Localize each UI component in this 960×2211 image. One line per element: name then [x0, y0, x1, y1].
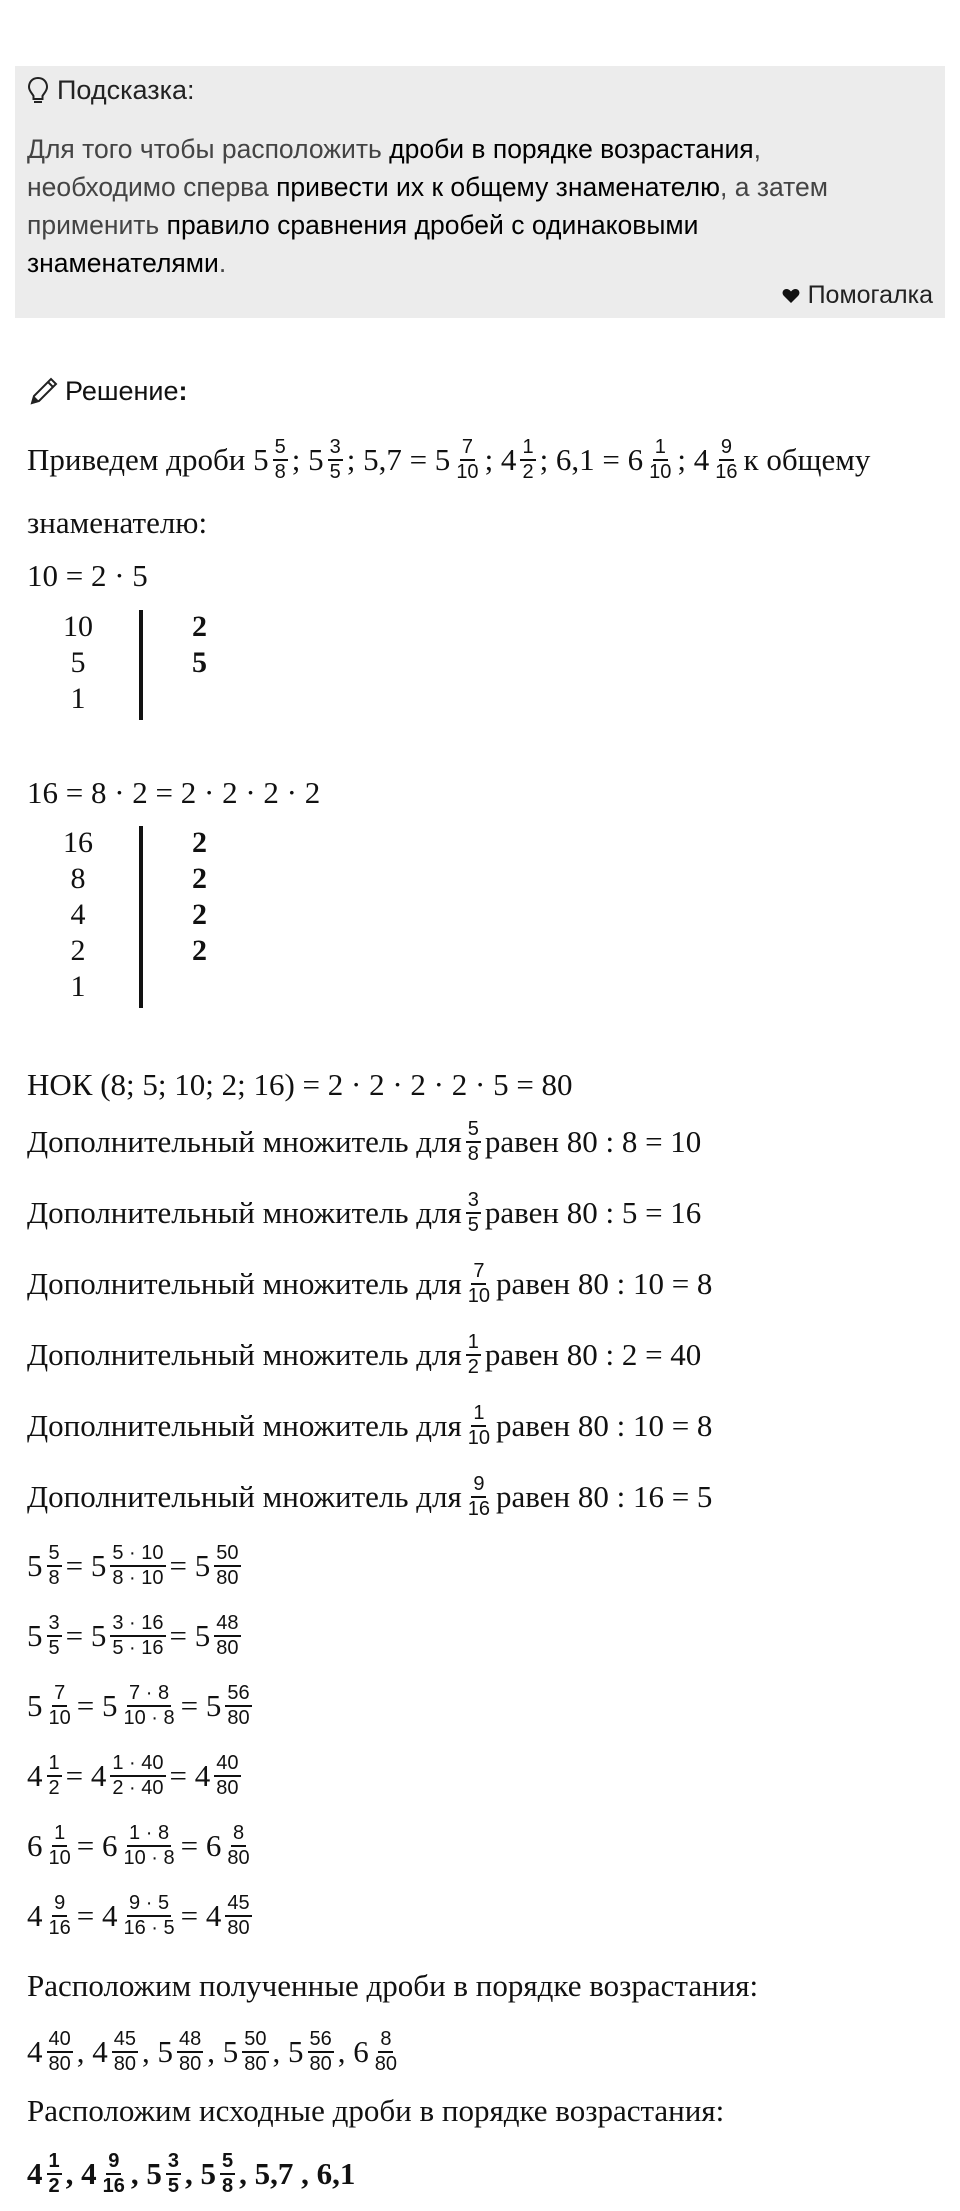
multiplier-line — [27, 1467, 712, 1527]
denominator: 16 — [467, 1498, 491, 1520]
numerator: 3 · 16 — [110, 1612, 165, 1637]
equals-part: = 5 — [65, 1618, 107, 1653]
denominator: 10 · 8 — [123, 1707, 175, 1729]
equals-part: = 5 — [169, 1548, 211, 1583]
fraction — [466, 1118, 481, 1166]
fraction — [466, 1402, 492, 1450]
factor-dividend: 4 — [70, 898, 86, 931]
hint-text-part: необходимо сперва — [27, 172, 277, 202]
fraction — [466, 1189, 481, 1237]
multiplier-line — [27, 1325, 701, 1385]
fraction: 9 16 — [715, 436, 738, 483]
numerator: 40 — [214, 1752, 240, 1777]
fraction — [47, 1822, 73, 1870]
numerator: 5 · 10 — [110, 1542, 165, 1567]
factor-dividend: 8 — [70, 862, 86, 895]
multiplier-label: Дополнительный множитель для — [27, 1337, 462, 1372]
denominator: 10 — [48, 1707, 71, 1729]
whole-part: 6 — [27, 1828, 43, 1863]
whole-part: 4 — [27, 1758, 43, 1793]
equals-part: = 5 — [169, 1618, 211, 1653]
equals-part: = 5 — [65, 1548, 107, 1583]
fraction — [225, 1822, 251, 1870]
denominator: 10 — [48, 1847, 71, 1869]
hint-keyword-rule-end: знаменателями — [27, 248, 219, 278]
fraction — [121, 1892, 176, 1940]
fraction — [214, 1612, 240, 1660]
hint-keyword-ascending: дроби в порядке возрастания — [389, 134, 754, 164]
hint-text-part: , а затем — [720, 172, 828, 202]
factor-dividend: 2 — [70, 934, 86, 967]
numerator: 1 — [466, 1331, 481, 1356]
numerator: 50 — [214, 1542, 240, 1567]
denominator: 80 — [227, 1847, 250, 1869]
denominator: 2 — [48, 1777, 60, 1799]
numerator: 56 — [225, 1682, 251, 1707]
conversion-line — [27, 1606, 245, 1666]
fraction: 5 8 — [274, 436, 286, 483]
credit-label: Помогалка — [807, 281, 933, 309]
numerator: 9 — [471, 1473, 486, 1498]
heart-icon — [782, 288, 800, 304]
multiplier-text: равен 80 : 2 = 40 — [484, 1337, 702, 1372]
hint-text-part: применить — [27, 210, 167, 240]
denominator: 80 — [216, 1567, 239, 1589]
denominator: 80 — [216, 1777, 239, 1799]
credit-link[interactable] — [782, 281, 933, 310]
factor-divisor: 2 — [192, 934, 207, 967]
fraction — [214, 1542, 240, 1590]
multiplier-line — [27, 1396, 712, 1456]
whole-part: 4 — [27, 1898, 43, 1933]
multiplier-line — [27, 1254, 712, 1314]
numerator: 3 — [47, 1612, 62, 1637]
intro-line: Приведем дроби 5 5 8 ; 5 3 5 ; 5,7 = 5 7 10 ; 4 1 2 ; 6,1 = 6 1 10 ; 4 9 16 к общему — [27, 436, 871, 483]
denominator: 2 · 40 — [112, 1777, 164, 1799]
multiplier-label: Дополнительный множитель для — [27, 1124, 462, 1159]
denominator: 5 — [467, 1214, 479, 1236]
multiplier-line — [27, 1183, 701, 1243]
fraction — [110, 1612, 165, 1660]
denominator: 2 — [467, 1356, 479, 1378]
fraction: 50 80 — [244, 2028, 267, 2075]
factorization-10: 10 = 2 · 5 — [27, 558, 148, 593]
fraction: 9 16 — [102, 2150, 125, 2197]
factor-dividend: 1 — [70, 682, 86, 715]
multiplier-text: равен 80 : 10 = 8 — [496, 1266, 713, 1301]
fraction: 8 80 — [374, 2028, 397, 2075]
numerator: 9 — [52, 1892, 67, 1917]
numerator: 9 · 5 — [127, 1892, 171, 1917]
hint-title-text: Подсказка: — [57, 75, 195, 105]
fraction: 1 10 — [649, 436, 672, 483]
hint-title — [27, 75, 195, 106]
equals-part: = 4 — [65, 1758, 107, 1793]
equals-part: = 6 — [180, 1828, 222, 1863]
numerator: 5 — [466, 1118, 481, 1143]
denominator: 5 · 16 — [112, 1637, 164, 1659]
denominator: 8 · 10 — [112, 1567, 164, 1589]
multiplier-text: равен 80 : 10 = 8 — [496, 1408, 713, 1443]
hint-box — [15, 66, 945, 318]
fraction — [47, 1892, 73, 1940]
arrange-title-2: Расположим исходные дроби в порядке возрастания: — [27, 2093, 725, 2128]
whole-part: 5 — [27, 1688, 43, 1723]
conversion-line — [27, 1816, 256, 1876]
hint-keyword-rule: правило сравнения дробей с одинаковыми — [166, 210, 699, 240]
numerator: 1 — [52, 1822, 67, 1847]
fraction — [47, 1752, 62, 1800]
multiplier-label: Дополнительный множитель для — [27, 1408, 462, 1443]
conversion-line — [27, 1676, 256, 1736]
factor-dividend: 16 — [63, 826, 93, 859]
hint-text-part: . — [218, 248, 227, 278]
factor-dividend: 10 — [63, 610, 93, 643]
fraction — [225, 1892, 251, 1940]
denominator: 16 — [48, 1917, 71, 1939]
final-answer: 4 1 2 , 4 9 16 , 5 3 5 , 5 5 8 , 5,7 , 6,1 — [27, 2150, 356, 2197]
hint-keyword-common-denominator: привести их к общему знаменателю — [276, 172, 720, 202]
fraction: 1 2 — [48, 2150, 60, 2197]
factor-divisor: 2 — [192, 898, 207, 931]
denominator: 16 · 5 — [123, 1917, 175, 1939]
factorization-16: 16 = 8 · 2 = 2 · 2 · 2 · 2 — [27, 775, 321, 810]
hint-text-part: Для того чтобы расположить — [27, 134, 390, 164]
fraction — [121, 1682, 176, 1730]
factor-dividend: 1 — [70, 970, 86, 1003]
fraction: 45 80 — [113, 2028, 136, 2075]
hint-text-part: , — [753, 134, 762, 164]
multiplier-text: равен 80 : 5 = 16 — [484, 1195, 702, 1230]
numerator: 1 · 8 — [127, 1822, 171, 1847]
fraction — [47, 1682, 73, 1730]
fraction — [121, 1822, 176, 1870]
denominator: 10 · 8 — [123, 1847, 175, 1869]
fraction: 1 2 — [522, 436, 534, 483]
fraction: 3 5 — [167, 2150, 179, 2197]
equals-part: = 4 — [76, 1898, 118, 1933]
lightbulb-icon — [27, 76, 49, 106]
denominator: 80 — [216, 1637, 239, 1659]
arrange-title-1: Расположим полученные дроби в порядке возрастания: — [27, 1968, 759, 2003]
hint-text — [27, 130, 927, 282]
fraction — [225, 1682, 251, 1730]
equals-part: = 5 — [76, 1688, 118, 1723]
denominator: 5 — [48, 1637, 60, 1659]
fraction: 7 10 — [456, 436, 479, 483]
whole-part: 5 — [27, 1618, 43, 1653]
denominator: 8 — [467, 1143, 479, 1165]
fraction — [110, 1752, 165, 1800]
lcm-line: НОК (8; 5; 10; 2; 16) = 2 · 2 · 2 · 2 · 5 = 80 — [27, 1067, 573, 1102]
intro-line-2: знаменателю: — [27, 505, 208, 540]
numerator: 8 — [231, 1822, 246, 1847]
numerator: 5 — [47, 1542, 62, 1567]
intro-text: Приведем дроби 5 — [27, 442, 269, 477]
fraction — [466, 1473, 492, 1521]
conversion-line — [27, 1886, 256, 1946]
factor-table-16 — [0, 826, 300, 1011]
numerator: 3 — [466, 1189, 481, 1214]
denominator: 10 — [467, 1285, 491, 1307]
equals-part: = 4 — [169, 1758, 211, 1793]
numerator: 7 — [52, 1682, 67, 1707]
intro-text-end: к общему — [743, 442, 871, 477]
equals-part: = 5 — [180, 1688, 222, 1723]
factor-bar — [139, 610, 143, 720]
numerator: 45 — [225, 1892, 251, 1917]
factor-divisor: 2 — [192, 862, 207, 895]
factor-dividend: 5 — [70, 646, 86, 679]
numerator: 7 · 8 — [127, 1682, 171, 1707]
multiplier-label: Дополнительный множитель для — [27, 1266, 462, 1301]
fraction — [47, 1612, 62, 1660]
multiplier-text: равен 80 : 8 = 10 — [484, 1124, 702, 1159]
numerator: 1 — [47, 1752, 62, 1777]
fraction — [47, 1542, 62, 1590]
pencil-icon — [27, 374, 61, 408]
solution-title — [27, 374, 188, 408]
multiplier-label: Дополнительный множитель для — [27, 1479, 462, 1514]
fraction — [110, 1542, 165, 1590]
factor-divisor: 2 — [192, 610, 207, 643]
factor-divisor: 2 — [192, 826, 207, 859]
denominator: 8 — [48, 1567, 60, 1589]
factor-table-10 — [0, 610, 300, 725]
fraction — [466, 1331, 481, 1379]
conversion-line — [27, 1746, 245, 1806]
equals-part: = 4 — [180, 1898, 222, 1933]
numerator: 1 — [471, 1402, 486, 1427]
fraction: 56 80 — [309, 2028, 332, 2075]
equals-part: = 6 — [76, 1828, 118, 1863]
fraction: 3 5 — [329, 436, 341, 483]
fraction — [466, 1260, 492, 1308]
denominator: 10 — [467, 1427, 491, 1449]
fraction: 5 8 — [222, 2150, 234, 2197]
numerator: 1 · 40 — [110, 1752, 165, 1777]
factor-bar — [139, 826, 143, 1008]
factor-divisor: 5 — [192, 646, 207, 679]
numerator: 48 — [214, 1612, 240, 1637]
solution-title-text: Решение — [65, 375, 179, 406]
denominator: 80 — [227, 1917, 250, 1939]
denominator: 80 — [227, 1707, 250, 1729]
multiplier-text: равен 80 : 16 = 5 — [496, 1479, 713, 1514]
multiplier-label: Дополнительный множитель для — [27, 1195, 462, 1230]
fraction: 40 80 — [48, 2028, 71, 2075]
whole-part: 5 — [27, 1548, 43, 1583]
numerator: 7 — [471, 1260, 486, 1285]
multiplier-line — [27, 1112, 701, 1172]
sorted-result: 4 40 80 , 4 45 80 , 5 48 80 , 5 50 80 , 5 56 80 , 6 8 80 — [27, 2028, 397, 2075]
fraction — [214, 1752, 240, 1800]
conversion-line — [27, 1536, 245, 1596]
solution-title-colon: : — [178, 375, 188, 406]
fraction: 48 80 — [179, 2028, 202, 2075]
